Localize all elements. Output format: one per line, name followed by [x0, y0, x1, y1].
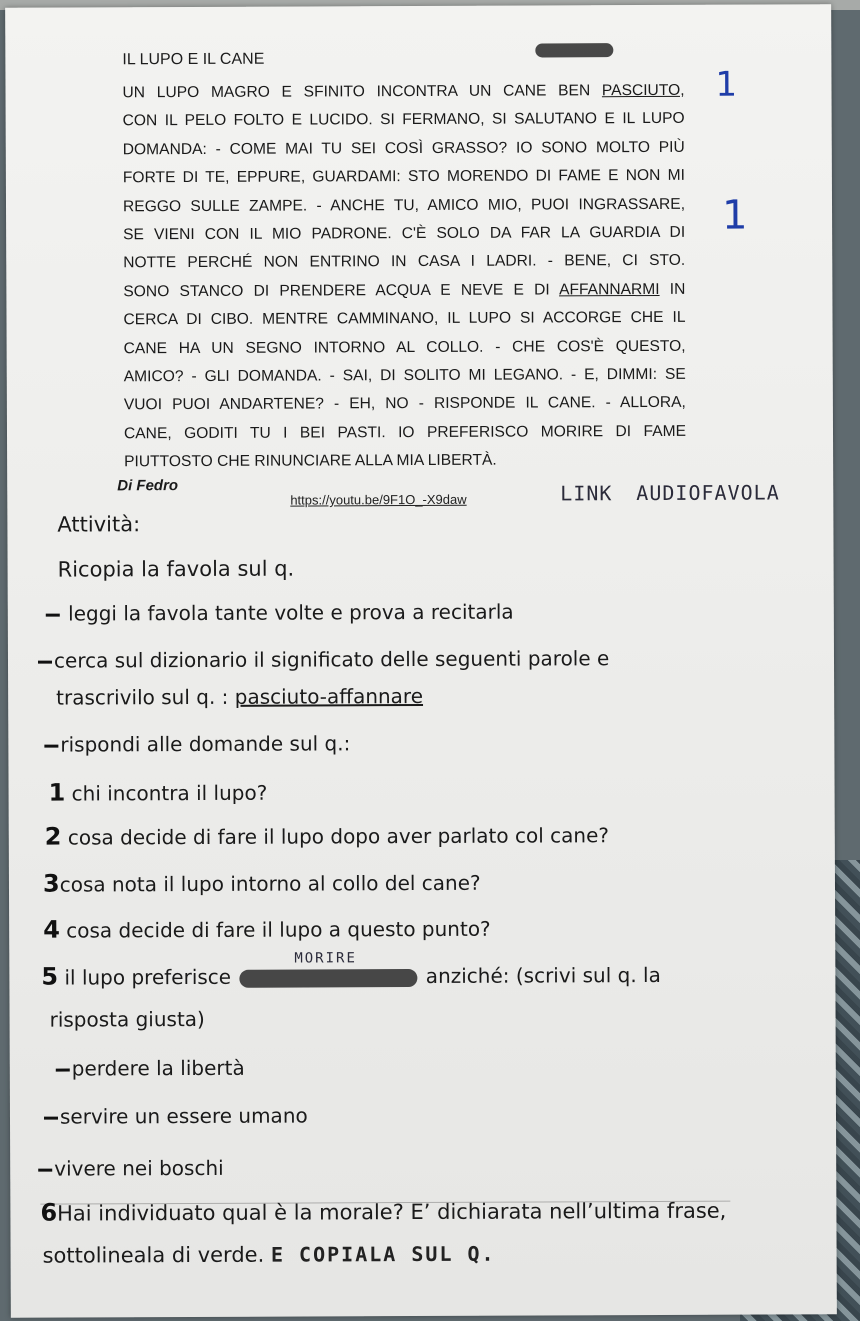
scribble-mark: [535, 43, 613, 57]
copy-instruction: Ricopia la favola sul q.: [57, 556, 295, 582]
dictionary-words: pasciuto-affannare: [234, 683, 424, 709]
paper-sheet: [5, 4, 837, 1318]
question-4: 4 cosa decide di fare il lupo a questo punto?: [43, 915, 491, 944]
option-1: perdere la libertà: [56, 1056, 245, 1081]
question-5-line2: risposta giusta): [49, 1006, 205, 1032]
question-3: 3cosa nota il lupo intorno al collo del cane?: [42, 869, 481, 898]
dash-icon: [56, 1069, 70, 1072]
dash-icon: [38, 661, 52, 664]
handwritten-note: E COPIALA SUL Q.: [270, 1241, 496, 1267]
scribbled-out-text: [239, 969, 417, 988]
handwritten-link-note: LINK: [560, 481, 613, 506]
fable-line: FORTE DI TE, EPPURE, GUARDAMI: STO MORENDO DI FAME E NON MI: [122, 167, 685, 187]
task-read: leggi la favola tante volte e prova a recitarla: [46, 600, 514, 626]
dash-icon: [46, 614, 60, 617]
dash-icon: [44, 745, 58, 748]
fable-line: REGGO SULLE ZAMPE. - ANCHE TU, AMICO MIO, PUOI INGRASSARE,: [122, 195, 686, 215]
author: Di Fedro: [117, 477, 179, 495]
question-5: 5 il lupo preferisce anziché: (scrivi sul q. la: [41, 962, 661, 991]
audio-link[interactable]: https://youtu.be/9F1O_-X9daw: [290, 491, 467, 508]
fable-line: SONO STANCO DI PRENDERE ACQUA E NEVE E DI AFFANNARMI IN: [123, 280, 686, 301]
fable-text: [122, 77, 686, 477]
fable-line: NOTTE PERCHÉ NON ENTRINO IN CASA I LADRI. - BENE, CI STO.: [123, 252, 686, 272]
question-number: 5: [41, 962, 59, 991]
question-2: 2 cosa decide di fare il lupo dopo aver parlato col cane?: [44, 822, 610, 851]
handwritten-correction: MORIRE: [294, 950, 357, 967]
fable-line: PIUTTOSTO CHE RINUNCIARE ALLA MIA LIBERTÀ.: [124, 451, 497, 471]
dash-icon: [38, 1169, 52, 1172]
question-number: 3: [42, 869, 60, 898]
question-number: 6: [40, 1198, 58, 1227]
handwritten-mark: 1: [721, 192, 748, 239]
question-number: 1: [48, 778, 66, 807]
fable-line: SE VIENI CON IL MIO PADRONE. C'È SOLO DA FAR LA GUARDIA DI: [123, 223, 686, 244]
fable-line: AMICO? - GLI DOMANDA. - SAI, DI SOLITO MI LEGANO. - E, DIMMI: SE: [123, 365, 686, 386]
fable-line: CANE, GODITI TU I BEI PASTI. IO PREFERISCO MORIRE DI FAME: [123, 422, 687, 443]
question-number: 2: [44, 822, 62, 851]
task-dictionary: cerca sul dizionario il significato delle seguenti parole e: [38, 646, 609, 672]
fable-line: CON IL PELO FOLTO E LUCIDO. SI FERMANO, SI SALUTANO E IL LUPO: [122, 110, 685, 130]
question-6-line2: sottolineala di verde. E COPIALA SUL Q.: [42, 1241, 496, 1268]
task-answer: rispondi alle domande sul q.:: [44, 731, 350, 756]
fable-line: UN LUPO MAGRO E SFINITO INCONTRA UN CANE BEN PASCIUTO,: [122, 81, 685, 102]
option-2: servire un essere umano: [44, 1103, 308, 1128]
dash-icon: [44, 1117, 58, 1120]
option-3: vivere nei boschi: [38, 1156, 224, 1181]
fable-line: CANE HA UN SEGNO INTORNO AL COLLO. - CHE COS'È QUESTO,: [123, 337, 686, 357]
question-number: 4: [43, 915, 60, 944]
fable-line: VUOI PUOI ANDARTENE? - EH, NO - RISPONDE IL CANE. - ALLORA,: [123, 394, 686, 414]
activities-heading: Attività:: [57, 512, 141, 537]
fable-line: DOMANDA: - COME MAI TU SEI COSÌ GRASSO? IO SONO MOLTO PIÙ: [122, 138, 685, 159]
task-dictionary-line2: trascrivilo sul q. : pasciuto-affannare: [56, 683, 424, 710]
question-6: 6Hai individuato qual è la morale? E’ dichiarata nell’ultima frase,: [40, 1198, 727, 1227]
handwritten-audio-note: AUDIOFAVOLA: [636, 480, 780, 506]
handwritten-mark: 1: [715, 64, 738, 105]
question-1: 1 chi incontra il lupo?: [48, 778, 268, 807]
fable-line: CERCA DI CIBO. MENTRE CAMMINANO, IL LUPO SI ACCORGE CHE IL: [123, 309, 686, 329]
fable-title: IL LUPO E IL CANE: [122, 50, 265, 69]
